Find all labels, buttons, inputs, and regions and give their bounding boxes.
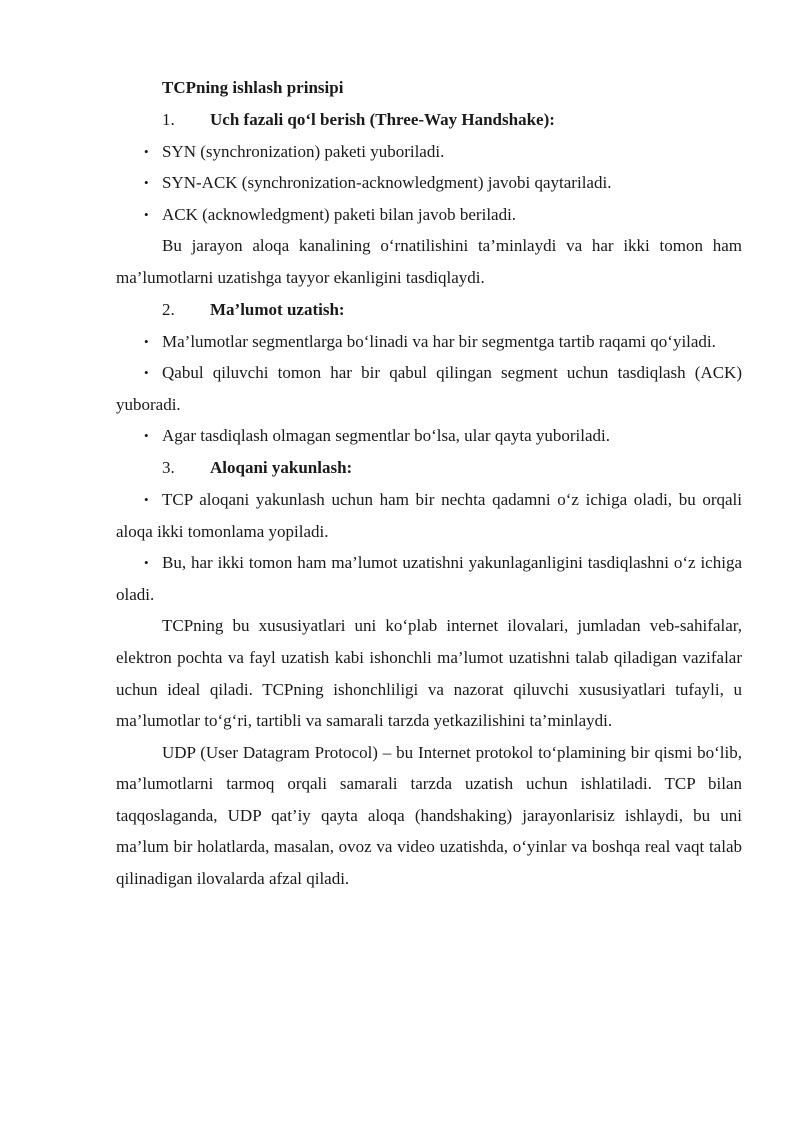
list-item xyxy=(116,167,742,199)
list-number: 2. xyxy=(162,299,175,319)
list-item xyxy=(116,547,742,610)
numbered-heading-3 xyxy=(116,452,742,484)
body-paragraph: TCPning bu xususiyatlari uni ko‘plab internet ilovalari, jumladan veb-sahifalar, elektron pochta va fayl uzatish kabi ishonchli ma’lumot uzatishni talab qiladigan vazifalar uchun ideal qiladi. TCPning ishonchliligi va nazorat qiluvchi xususiyatlari tufayli, u ma’lumotlar to‘g‘ri, tartibli va samarali tarzda yetkazilishini ta’minlaydi. xyxy=(116,616,742,731)
bullet-icon: • xyxy=(144,175,149,191)
numbered-heading-1 xyxy=(116,104,742,136)
list-item xyxy=(116,484,742,547)
list-number: 1. xyxy=(162,109,175,129)
list-item-text: ACK (acknowledgment) paketi bilan javob beriladi. xyxy=(162,204,517,224)
numbered-heading-title: Ma’lumot uzatish: xyxy=(210,299,345,319)
list-item-text: SYN (synchronization) paketi yuboriladi. xyxy=(162,141,445,161)
list-number: 3. xyxy=(162,457,175,477)
list-item-text: TCP aloqani yakunlash uchun ham bir nechta qadamni o‘z ichiga oladi, bu orqali aloqa ikki tomonlama yopiladi. xyxy=(116,489,742,541)
bullet-icon: • xyxy=(144,333,149,349)
bullet-icon: • xyxy=(144,365,149,381)
numbered-heading-title: Uch fazali qo‘l berish (Three-Way Handshake): xyxy=(210,109,555,129)
list-item-text: Ma’lumotlar segmentlarga bo‘linadi va har bir segmentga tartib raqami qo‘yiladi. xyxy=(162,331,716,351)
bullet-icon: • xyxy=(144,206,149,222)
list-item xyxy=(116,326,742,358)
body-paragraph: UDP (User Datagram Protocol) – bu Internet protokol to‘plamining bir qismi bo‘lib, ma’lumotlarni tarmoq orqali samarali tarzda uzatish uchun ishlatiladi. TCP bilan taqqoslaganda, UDP qat’iy qayta aloqa (handshaking) jarayonlarisiz ishlaydi, bu uni ma’lum bir holatlarda, masalan, ovoz va video uzatishda, o‘yinlar va boshqa real vaqt talab qilinadigan ilovalarda afzal qiladi. xyxy=(116,742,742,889)
numbered-heading-title: Aloqani yakunlash: xyxy=(210,457,353,477)
list-item xyxy=(116,357,742,420)
list-item-text: SYN-ACK (synchronization-acknowledgment) javobi qaytariladi. xyxy=(162,173,612,193)
bullet-icon: • xyxy=(144,143,149,159)
bullet-icon: • xyxy=(144,428,149,444)
numbered-heading-2 xyxy=(116,294,742,326)
document-page xyxy=(116,72,742,895)
list-item-text: Bu, har ikki tomon ham ma’lumot uzatishni yakunlaganligini tasdiqlashni o‘z ichiga oladi. xyxy=(116,553,742,604)
list-item xyxy=(116,136,742,168)
section-heading: TCPning ishlash prinsipi xyxy=(162,78,344,97)
list-item xyxy=(116,199,742,231)
list-item xyxy=(116,420,742,452)
bullet-icon: • xyxy=(144,555,149,571)
body-paragraph: Bu jarayon aloqa kanalining o‘rnatilishini ta’minlaydi va har ikki tomon ham ma’lumotlarni uzatishga tayyor ekanligini tasdiqlaydi. xyxy=(116,236,742,287)
list-item-text: Agar tasdiqlash olmagan segmentlar bo‘lsa, ular qayta yuboriladi. xyxy=(162,426,611,446)
bullet-icon: • xyxy=(144,491,149,507)
list-item-text: Qabul qiluvchi tomon har bir qabul qilingan segment uchun tasdiqlash (ACK) yuboradi. xyxy=(116,363,742,414)
